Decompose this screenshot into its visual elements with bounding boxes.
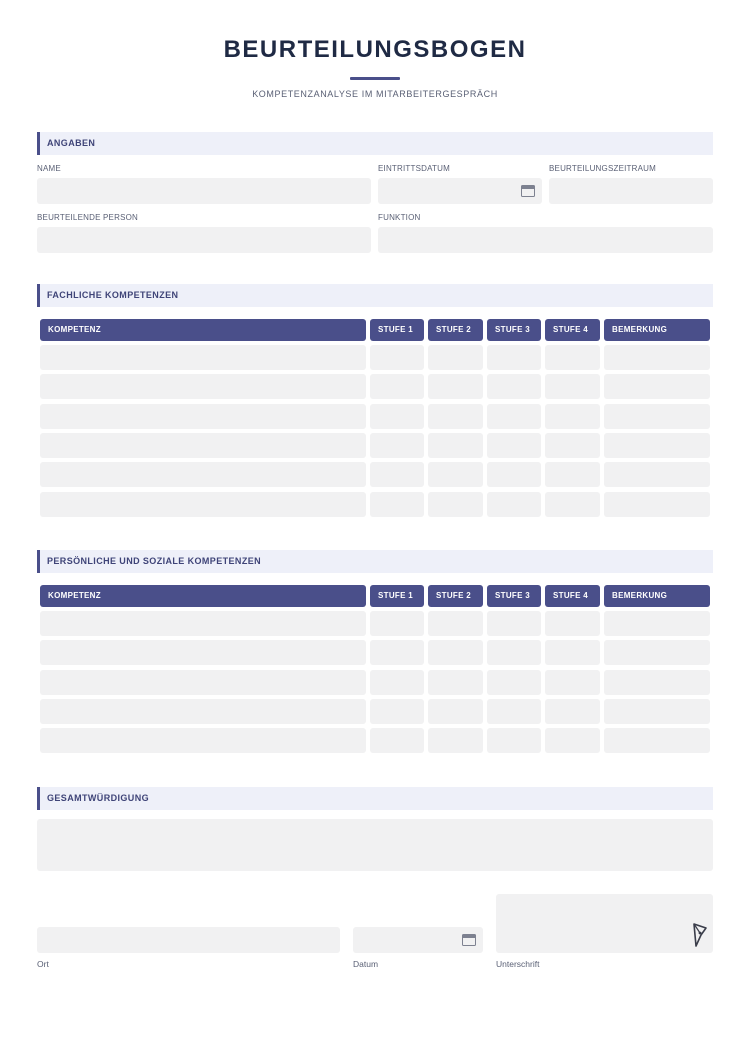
column-header-kompetenz: KOMPETENZ	[40, 585, 366, 607]
ort-field[interactable]	[37, 927, 340, 953]
eintrittsdatum-label: EINTRITTSDATUM	[378, 164, 450, 173]
table-cell-stufe-1[interactable]	[370, 640, 424, 665]
table-cell-stufe-2[interactable]	[428, 670, 483, 695]
table-cell-kompetenz[interactable]	[40, 670, 366, 695]
table-cell-kompetenz[interactable]	[40, 611, 366, 636]
table-cell-stufe-3[interactable]	[487, 492, 541, 517]
table-cell-bemerkung[interactable]	[604, 462, 710, 487]
column-header-stufe-4: STUFE 4	[545, 585, 600, 607]
table-cell-bemerkung[interactable]	[604, 699, 710, 724]
section-gesamtwuerdigung	[37, 787, 713, 810]
table-cell-stufe-4[interactable]	[545, 670, 600, 695]
table-cell-kompetenz[interactable]	[40, 492, 366, 517]
table-cell-bemerkung[interactable]	[604, 492, 710, 517]
table-cell-stufe-1[interactable]	[370, 374, 424, 399]
table-cell-stufe-2[interactable]	[428, 728, 483, 753]
beurteilungszeitraum-field[interactable]	[549, 178, 713, 204]
column-header-stufe-4: STUFE 4	[545, 319, 600, 341]
table-cell-bemerkung[interactable]	[604, 345, 710, 370]
table-cell-kompetenz[interactable]	[40, 374, 366, 399]
table-cell-stufe-3[interactable]	[487, 462, 541, 487]
section-persoenlich-heading: PERSÖNLICHE UND SOZIALE KOMPETENZEN	[47, 556, 262, 566]
table-cell-stufe-3[interactable]	[487, 640, 541, 665]
table-cell-stufe-2[interactable]	[428, 345, 483, 370]
table-cell-stufe-3[interactable]	[487, 404, 541, 429]
table-cell-stufe-1[interactable]	[370, 699, 424, 724]
table-cell-stufe-4[interactable]	[545, 404, 600, 429]
table-cell-stufe-2[interactable]	[428, 611, 483, 636]
calendar-icon[interactable]	[521, 185, 535, 197]
table-cell-stufe-3[interactable]	[487, 433, 541, 458]
pen-nib-icon	[692, 922, 708, 948]
section-persoenliche-kompetenzen	[37, 550, 713, 573]
table-cell-stufe-2[interactable]	[428, 374, 483, 399]
table-cell-bemerkung[interactable]	[604, 404, 710, 429]
table-cell-bemerkung[interactable]	[604, 611, 710, 636]
column-header-bemerkung: BEMERKUNG	[604, 585, 710, 607]
table-cell-stufe-2[interactable]	[428, 462, 483, 487]
name-field[interactable]	[37, 178, 371, 204]
gesamtwuerdigung-field[interactable]	[37, 819, 713, 871]
table-cell-stufe-4[interactable]	[545, 699, 600, 724]
ort-label: Ort	[37, 959, 49, 969]
table-cell-stufe-4[interactable]	[545, 611, 600, 636]
table-cell-stufe-3[interactable]	[487, 699, 541, 724]
table-cell-stufe-1[interactable]	[370, 462, 424, 487]
table-cell-kompetenz[interactable]	[40, 462, 366, 487]
table-cell-kompetenz[interactable]	[40, 404, 366, 429]
table-cell-stufe-1[interactable]	[370, 670, 424, 695]
table-cell-bemerkung[interactable]	[604, 433, 710, 458]
beurteilende-person-label: BEURTEILENDE PERSON	[37, 213, 139, 222]
section-angaben	[37, 132, 713, 155]
page-title: BEURTEILUNGSBOGEN	[223, 36, 527, 63]
table-cell-stufe-2[interactable]	[428, 699, 483, 724]
table-cell-stufe-4[interactable]	[545, 433, 600, 458]
table-cell-stufe-1[interactable]	[370, 728, 424, 753]
eintrittsdatum-field[interactable]	[378, 178, 542, 204]
calendar-icon[interactable]	[462, 934, 476, 946]
column-header-stufe-2: STUFE 2	[428, 585, 483, 607]
table-cell-stufe-1[interactable]	[370, 345, 424, 370]
table-cell-stufe-2[interactable]	[428, 492, 483, 517]
table-cell-bemerkung[interactable]	[604, 640, 710, 665]
table-cell-stufe-4[interactable]	[545, 374, 600, 399]
column-header-stufe-3: STUFE 3	[487, 319, 541, 341]
column-header-bemerkung: BEMERKUNG	[604, 319, 710, 341]
table-cell-kompetenz[interactable]	[40, 433, 366, 458]
table-cell-stufe-4[interactable]	[545, 728, 600, 753]
funktion-label: FUNKTION	[378, 213, 421, 222]
table-cell-stufe-4[interactable]	[545, 640, 600, 665]
table-cell-stufe-1[interactable]	[370, 404, 424, 429]
unterschrift-label: Unterschrift	[496, 959, 540, 969]
table-cell-bemerkung[interactable]	[604, 728, 710, 753]
unterschrift-field[interactable]	[496, 894, 713, 953]
section-fachliche-kompetenzen	[37, 284, 713, 307]
table-cell-stufe-1[interactable]	[370, 611, 424, 636]
table-cell-stufe-4[interactable]	[545, 345, 600, 370]
column-header-stufe-1: STUFE 1	[370, 319, 424, 341]
table-cell-stufe-4[interactable]	[545, 462, 600, 487]
column-header-stufe-3: STUFE 3	[487, 585, 541, 607]
table-cell-stufe-1[interactable]	[370, 492, 424, 517]
table-cell-stufe-3[interactable]	[487, 670, 541, 695]
name-label: NAME	[37, 164, 61, 173]
column-header-stufe-1: STUFE 1	[370, 585, 424, 607]
table-cell-kompetenz[interactable]	[40, 728, 366, 753]
column-header-kompetenz: KOMPETENZ	[40, 319, 366, 341]
table-cell-bemerkung[interactable]	[604, 374, 710, 399]
section-fachlich-heading: FACHLICHE KOMPETENZEN	[47, 290, 179, 300]
table-cell-stufe-3[interactable]	[487, 728, 541, 753]
table-cell-stufe-3[interactable]	[487, 345, 541, 370]
table-cell-stufe-1[interactable]	[370, 433, 424, 458]
funktion-field[interactable]	[378, 227, 713, 253]
beurteilungszeitraum-label: BEURTEILUNGSZEITRAUM	[549, 164, 656, 173]
table-cell-stufe-4[interactable]	[545, 492, 600, 517]
title-divider	[350, 77, 400, 80]
table-cell-stufe-2[interactable]	[428, 640, 483, 665]
section-gesamt-heading: GESAMTWÜRDIGUNG	[47, 793, 149, 803]
datum-field[interactable]	[353, 927, 483, 953]
table-cell-stufe-3[interactable]	[487, 611, 541, 636]
table-cell-kompetenz[interactable]	[40, 699, 366, 724]
table-cell-stufe-3[interactable]	[487, 374, 541, 399]
table-cell-bemerkung[interactable]	[604, 670, 710, 695]
table-cell-stufe-2[interactable]	[428, 404, 483, 429]
page-subtitle: KOMPETENZANALYSE IM MITARBEITERGESPRÄCH	[252, 89, 498, 99]
table-cell-stufe-2[interactable]	[428, 433, 483, 458]
table-cell-kompetenz[interactable]	[40, 345, 366, 370]
datum-label: Datum	[353, 959, 379, 969]
column-header-stufe-2: STUFE 2	[428, 319, 483, 341]
section-angaben-heading: ANGABEN	[47, 138, 96, 148]
beurteilende-person-field[interactable]	[37, 227, 371, 253]
table-cell-kompetenz[interactable]	[40, 640, 366, 665]
